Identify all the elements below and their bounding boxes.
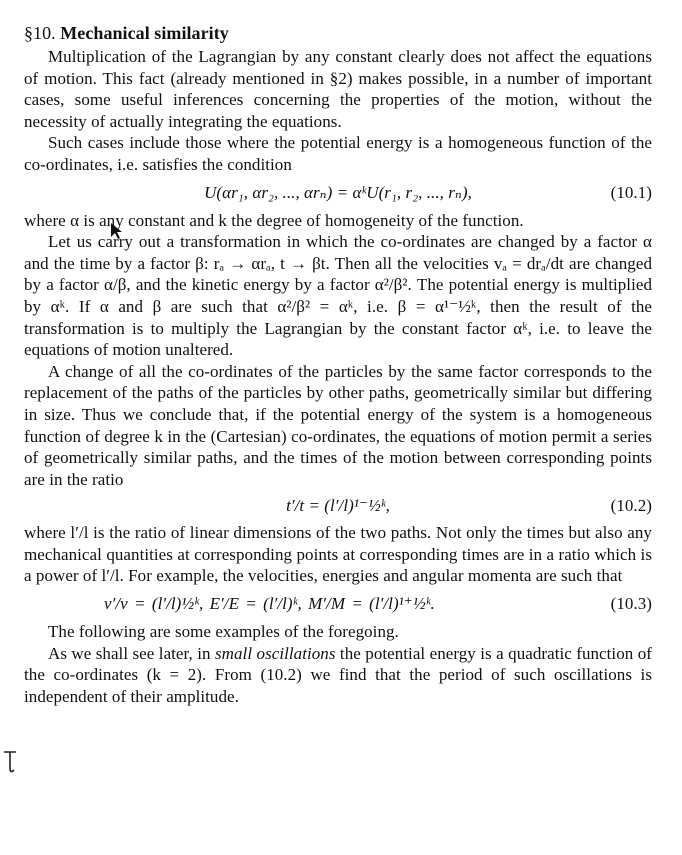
equation-10-2 (24, 490, 652, 522)
paragraph-5: A change of all the co-ordinates of the particles by the same factor corresponds to the replacement of the paths of the particles by other paths, geometrically similar but differing in size. Thus we conclude that, if the potential energy of the system is a homogeneous function of degree k in the (Cartesian) co-ordinates, the equations of motion permit a series of geometrically similar paths, and the times of the motion between corresponding points are in the ratio (24, 361, 652, 489)
equation-10-1 (24, 176, 652, 210)
equation-formula: t′/t = (l′/l)¹⁻½ᵏ, (286, 496, 390, 516)
paragraph-8-after: the potential energy is a quadratic function of the co-ordinates (k = 2). From (10.2) we find that the period of such oscillations is independent of their amplitude. (24, 643, 652, 706)
paragraph-8 (24, 643, 652, 708)
paragraph-4: Let us carry out a transformation in which the co-ordinates are changed by a factor α and the time by a factor β: rₐ → αrₐ, t → βt. Then all the velocities vₐ = drₐ/dt are changed by a factor α/β, and the kinetic energy by a factor α²/β². The potential energy is multiplied by αᵏ. If α and β are such that α²/β² = αᵏ, i.e. β = α¹⁻½ᵏ, then the result of the transformation is to multiply the Lagrangian by the constant factor αᵏ, i.e. to leave the equations of motion unaltered. (24, 232, 652, 360)
document-page (24, 22, 652, 707)
equation-formula: v′/v = (l′/l)½ᵏ, E′/E = (l′/l)ᵏ, M′/M = (l′/l)¹⁺½ᵏ. (104, 594, 435, 614)
equation-number: (10.1) (610, 182, 652, 202)
equation-number: (10.2) (610, 496, 652, 516)
equation-10-3 (24, 587, 652, 621)
paragraph-6: where l′/l is the ratio of linear dimensions of the two paths. Not only the times but also any mechanical quantities at corresponding points at corresponding times are in a ratio which is a power of l′/l. For example, the velocities, energies and angular momenta are such that (24, 523, 652, 586)
paragraph-8-before: As we shall see later, in (48, 643, 216, 663)
section-number: §10. (24, 23, 56, 43)
paragraph-2: Such cases include those where the potential energy is a homogeneous function of the co-ordinates, i.e. satisfies the condition (24, 133, 652, 174)
section-heading (24, 22, 652, 44)
equation-formula: U(αr₁, αr₂, ..., αrₙ) = αᵏU(r₁, r₂, ..., rₙ), (204, 182, 472, 202)
paragraph-1: Multiplication of the Lagrangian by any constant clearly does not affect the equations of motion. This fact (already mentioned in §2) makes possible, in a number of important cases, some useful inferences concerning the properties of the motion, without the necessity of actually integrating the equations. (24, 47, 652, 131)
section-title: Mechanical similarity (60, 23, 229, 43)
equation-number: (10.3) (610, 594, 652, 614)
paragraph-3: where α is any constant and k the degree of homogeneity of the function. (24, 210, 524, 230)
paragraph-7: The following are some examples of the foregoing. (48, 622, 399, 642)
margin-pen-mark-icon (2, 748, 20, 776)
emphasis-small-oscillations: small oscillations (215, 643, 336, 663)
